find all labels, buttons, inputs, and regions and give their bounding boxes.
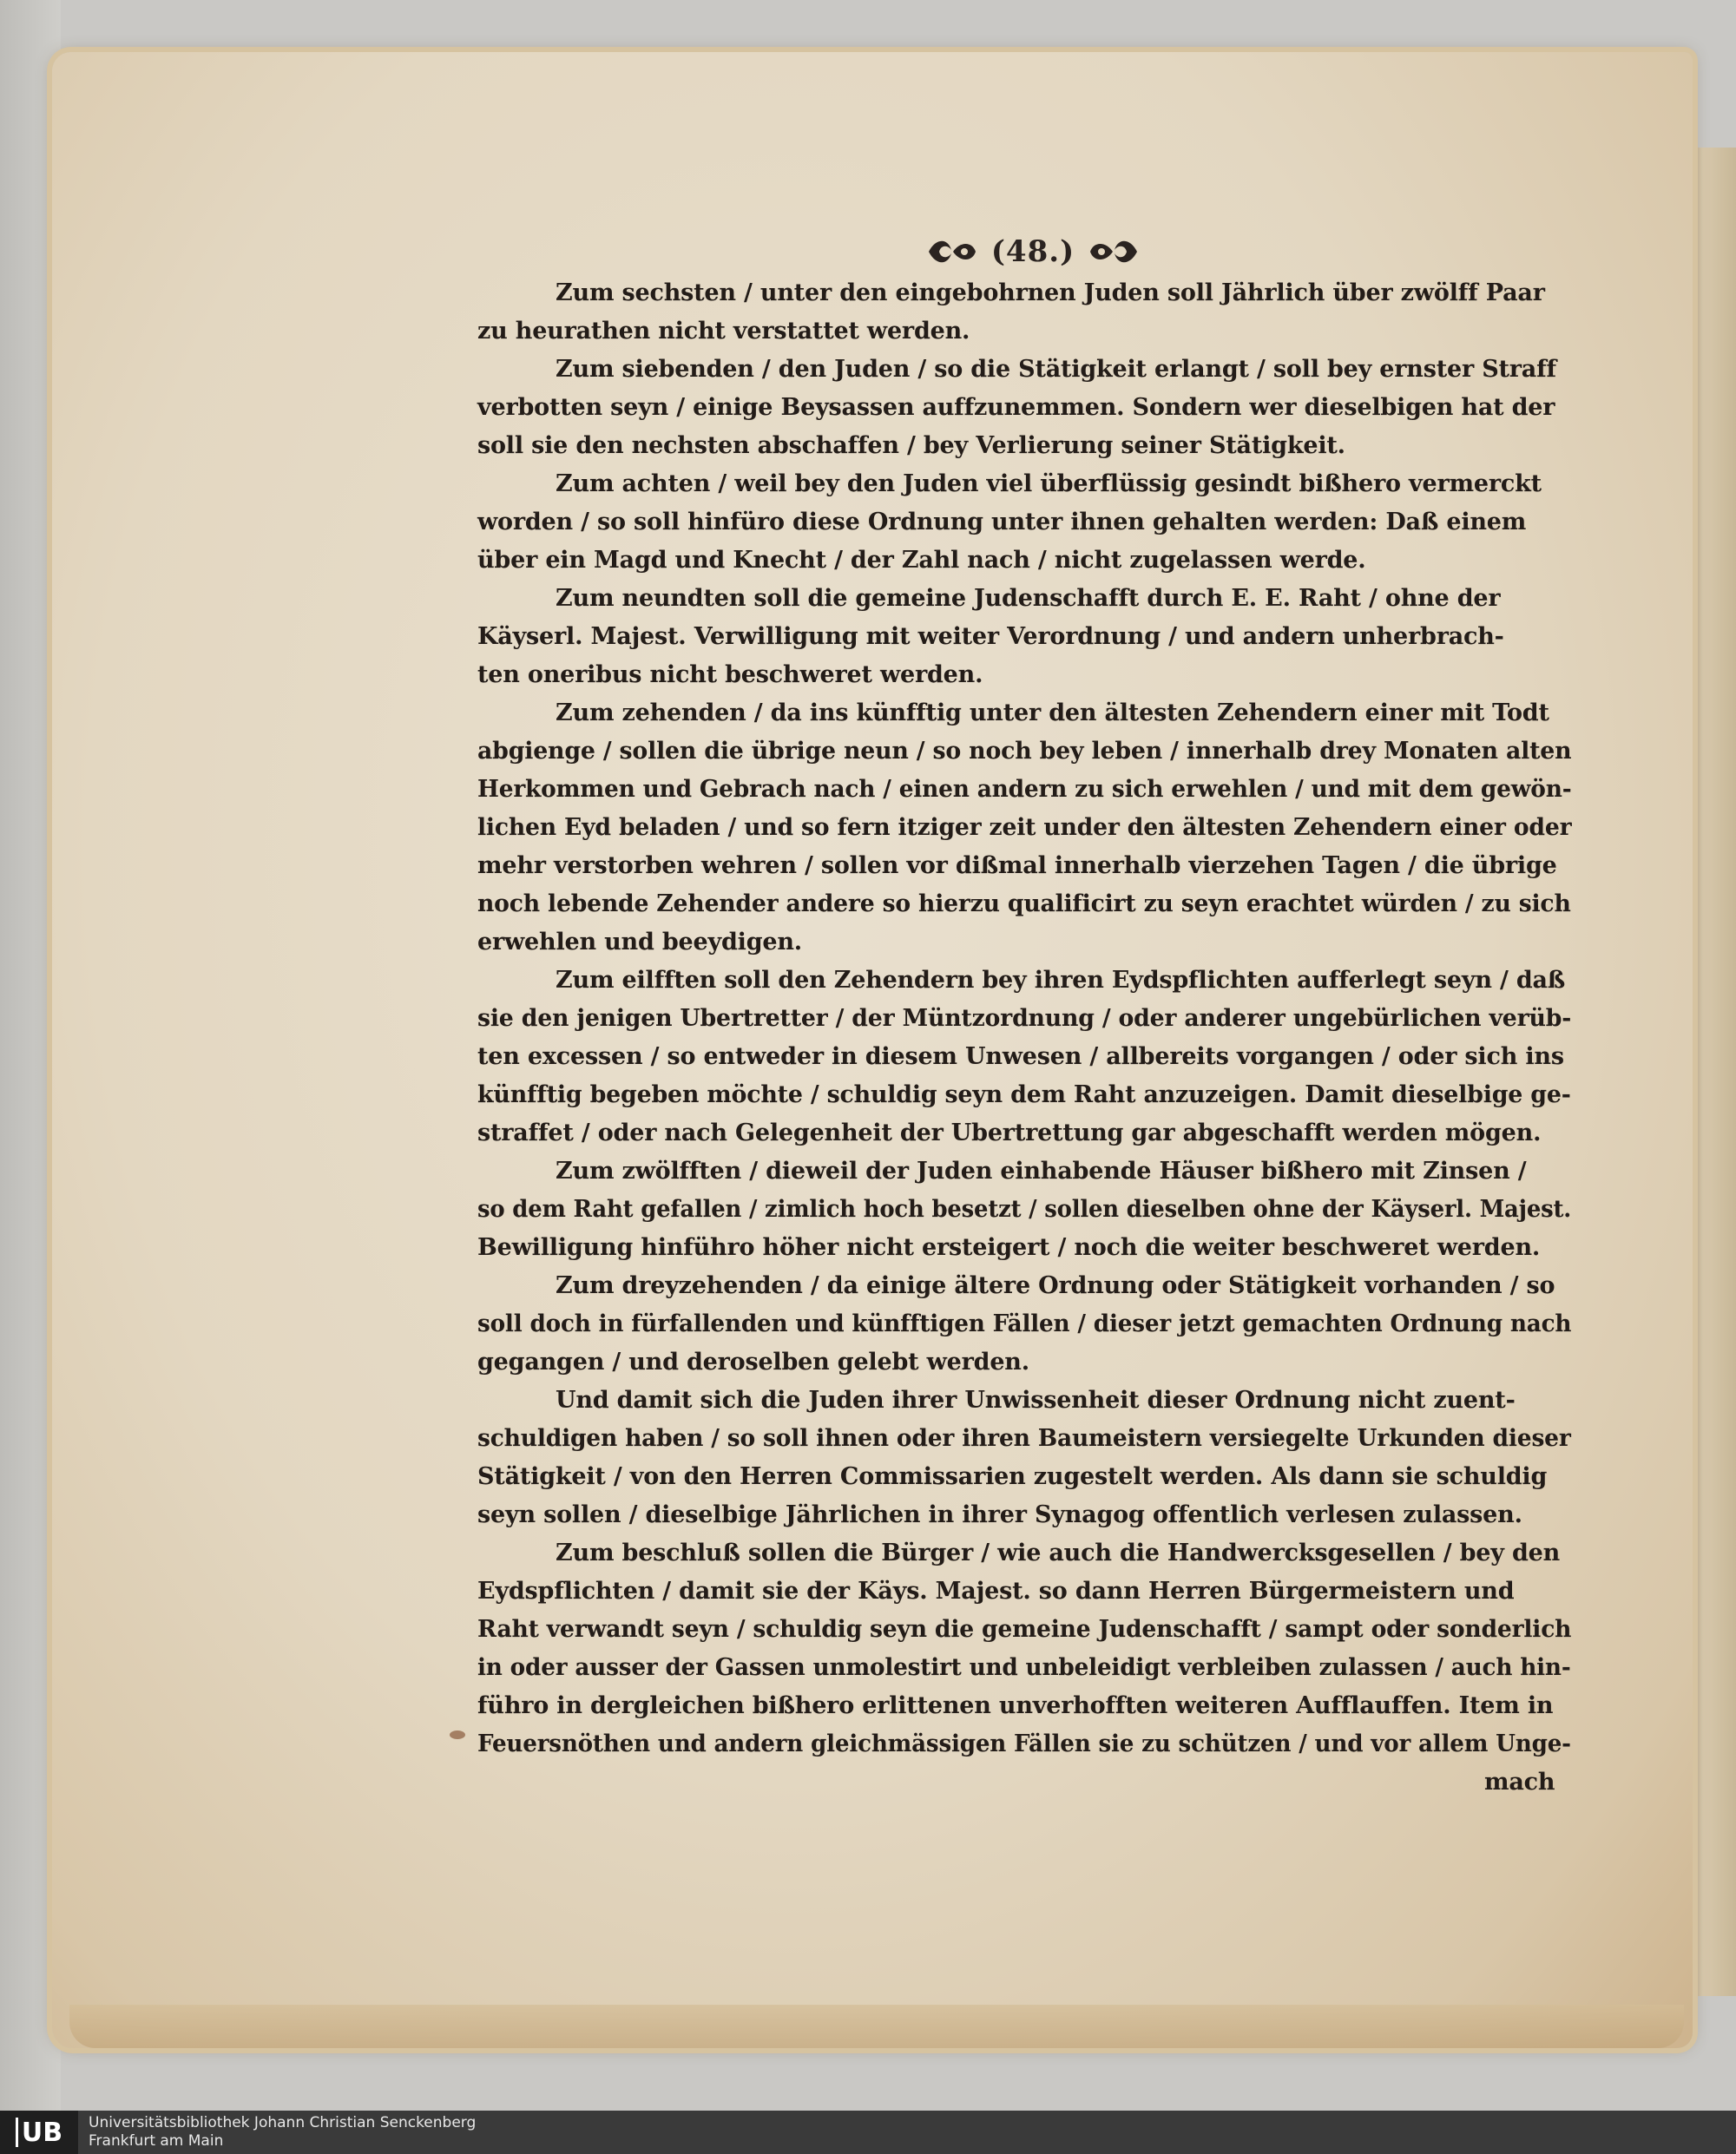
text-line: Zum beschluß sollen die Bürger / wie auch die Handwercksgesellen / bey den (556, 1540, 1561, 1566)
text-line: Feuersnöthen und andern gleichmässigen Fällen sie zu schützen / und vor allem Unge- (477, 1730, 1571, 1757)
text-line: ten oneribus nicht beschweret werden. (477, 661, 983, 688)
text-line: seyn sollen / dieselbige Jährlichen in ihrer Synagog offentlich verlesen zulassen. (477, 1501, 1522, 1528)
text-line: sie den jenigen Ubertretter / der Müntzordnung / oder anderer ungebürlichen verüb- (477, 1005, 1572, 1032)
ink-stain (450, 1730, 465, 1739)
text-line: abgienge / sollen die übrige neun / so noch bey leben / innerhalb drey Monaten alten (477, 738, 1572, 765)
text-line: Zum dreyzehenden / da einige ältere Ordnung oder Stätigkeit vorhanden / so (556, 1272, 1555, 1299)
text-line: Herkommen und Gebrach nach / einen andern zu sich erwehlen / und mit dem gewön- (477, 776, 1572, 803)
text-line: Zum sechsten / unter den eingebohrnen Juden soll Jährlich über zwölff Paar (556, 279, 1545, 306)
catchword: mach (1484, 1769, 1555, 1796)
ornament-left-icon (925, 233, 979, 271)
ornament-right-icon (1087, 233, 1141, 271)
text-line: Und damit sich die Juden ihrer Unwissenheit dieser Ordnung nicht zuent- (556, 1387, 1516, 1414)
text-line: Zum achten / weil bey den Juden viel überflüssig gesindt bißhero vermerckt (556, 470, 1542, 497)
text-line: Zum neundten soll die gemeine Judenschafft durch E. E. Raht / ohne der (556, 585, 1501, 612)
text-line: Eydspflichten / damit sie der Käys. Majest. so dann Herren Bürgermeistern und (477, 1578, 1515, 1605)
ub-logo-icon (0, 2111, 78, 2154)
text-line: ten excessen / so entweder in diesem Unwesen / allbereits vorgangen / oder sich ins (477, 1043, 1564, 1070)
page-number: (48.) (990, 234, 1075, 269)
text-line: Zum zwölfften / dieweil der Juden einhabende Häuser bißhero mit Zinsen / (556, 1158, 1527, 1185)
text-line: gegangen / und deroselben gelebt werden. (477, 1349, 1029, 1376)
logo-bar (16, 2118, 18, 2147)
text-line: straffet / oder nach Gelegenheit der Ubertrettung gar abgeschafft werden mögen. (477, 1120, 1542, 1146)
text-line: noch lebende Zehender andere so hierzu qualificirt zu seyn erachtet würden / zu sich (477, 890, 1571, 917)
text-line: lichen Eyd beladen / und so fern itziger zeit under den ältesten Zehendern einer oder (477, 814, 1572, 841)
text-line: schuldigen haben / so soll ihnen oder ihren Baumeistern versiegelte Urkunden dieser (477, 1425, 1571, 1452)
text-line: führo in dergleichen bißhero erlittenen unverhofften weiteren Aufflauffen. Item in (477, 1692, 1554, 1719)
page-header (903, 227, 1163, 276)
body-text (477, 279, 1572, 1796)
footer-line-2: Frankfurt am Main (89, 2132, 224, 2150)
text-line: so dem Raht gefallen / zimlich hoch besetzt / sollen dieselben ohne der Käyserl. Majest. (477, 1196, 1572, 1223)
text-line: Bewilligung hinführo höher nicht ersteigert / noch die weiter beschweret werden. (477, 1234, 1541, 1261)
text-line: über ein Magd und Knecht / der Zahl nach / nicht zugelassen werde. (477, 547, 1366, 574)
text-line: Stätigkeit / von den Herren Commissarien zugestelt werden. Als dann sie schuldig (477, 1463, 1548, 1490)
text-line: Zum zehenden / da ins künfftig unter den ältesten Zehendern einer mit Todt (556, 699, 1549, 726)
text-line: worden / so soll hinfüro diese Ordnung unter ihnen gehalten werden: Daß einem (477, 509, 1527, 535)
footer-bar (0, 2111, 1736, 2154)
text-line: Zum eilfften soll den Zehendern bey ihren Eydspflichten aufferlegt seyn / daß (556, 967, 1566, 994)
text-line: Zum siebenden / den Juden / so die Stätigkeit erlangt / soll bey ernster Straff (556, 356, 1556, 383)
footer-line-1: Universitätsbibliothek Johann Christian Senckenberg (89, 2114, 477, 2131)
text-line: soll doch in fürfallenden und künfftigen Fällen / dieser jetzt gemachten Ordnung nach (477, 1310, 1572, 1337)
text-line: erwehlen und beeydigen. (477, 929, 803, 956)
page-bottom-edge (69, 2005, 1684, 2048)
text-line: künfftig begeben möchte / schuldig seyn dem Raht anzuzeigen. Damit dieselbige ge- (477, 1081, 1571, 1108)
text-line: mehr verstorben wehren / sollen vor dißmal innerhalb vierzehen Tagen / die übrige (477, 852, 1557, 879)
text-line: soll sie den nechsten abschaffen / bey Verlierung seiner Stätigkeit. (477, 432, 1345, 459)
text-line: zu heurathen nicht verstattet werden. (477, 318, 970, 345)
logo-text: UB (21, 2117, 63, 2148)
text-line: Käyserl. Majest. Verwilligung mit weiter Verordnung / und andern unherbrach- (477, 623, 1504, 650)
text-line: in oder ausser der Gassen unmolestirt und unbeleidigt verbleiben zulassen / auch hin- (477, 1654, 1571, 1681)
text-line: Raht verwandt seyn / schuldig seyn die gemeine Judenschafft / sampt oder sonderlich (477, 1616, 1572, 1643)
text-line: verbotten seyn / einige Beysassen auffzunemmen. Sondern wer dieselbigen hat der (477, 394, 1555, 421)
footer-text (89, 2114, 476, 2151)
